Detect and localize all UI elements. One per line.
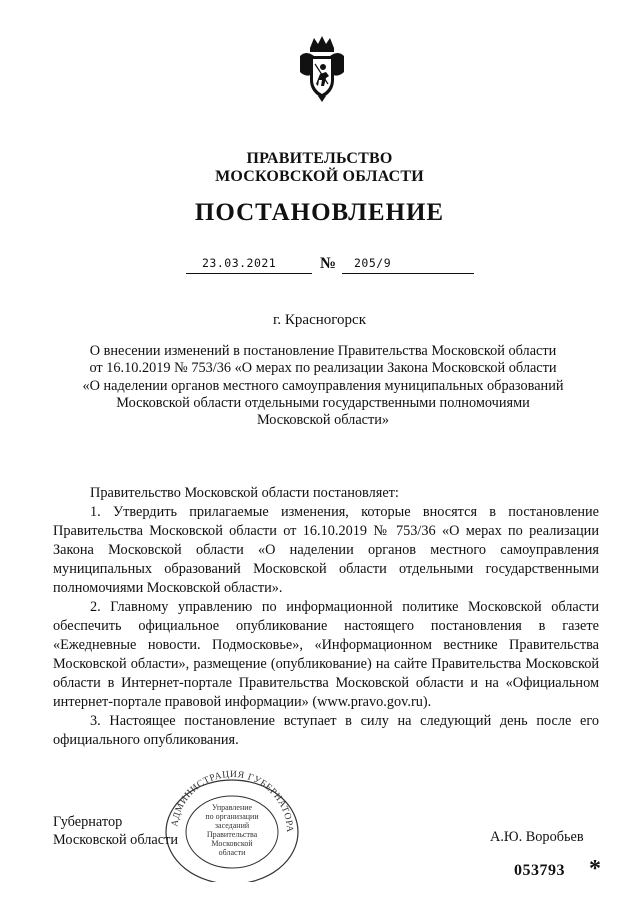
subject-line: Московской области отдельными государственными полномочиями	[116, 394, 530, 411]
place-of-issue: г. Красногорск	[272, 312, 367, 328]
stamp-ring-text: АДМИНИСТРАЦИЯ ГУБЕРНАТОРА	[170, 770, 295, 834]
date-underline	[186, 273, 312, 274]
stamp-inner-line: области	[218, 848, 246, 857]
coat-of-arms-emblem	[296, 34, 348, 102]
document-type-title: ПОСТАНОВЛЕНИЕ	[194, 199, 445, 226]
government-line2: МОСКОВСКОЙ ОБЛАСТИ	[215, 168, 424, 185]
decree-date: 23.03.2021	[202, 256, 277, 270]
body-item-3: 3. Настоящее постановление вступает в силу на следующий день после его официального опубликования.	[53, 713, 599, 748]
body-intro: Правительство Московской области постановляет:	[90, 485, 399, 501]
decree-number: 205/9	[354, 256, 392, 270]
subject-line: от 16.10.2019 № 753/36 «О мерах по реализации Закона Московской области	[89, 360, 557, 377]
subject-line: Московской области»	[256, 412, 390, 429]
body-item-1: 1. Утвердить прилагаемые изменения, которые вносятся в постановление Правительства Московской области от 16.10.2019 № 753/36 «О мерах по реализации Закона Московской области «О наделении органов местного самоуправления муниципальных образований Московской области отдельными государственными полномочиями Московской области».	[53, 504, 599, 596]
subject-line: «О наделении органов местного самоуправления муниципальных образований	[82, 377, 564, 394]
government-line1: ПРАВИТЕЛЬСТВО	[246, 150, 393, 167]
number-sign: №	[320, 255, 337, 272]
stamp-inner-line: Управление	[211, 803, 253, 812]
body-item-2: 2. Главному управлению по информационной политике Московской области обеспечить официальное опубликование настоящего постановления в газете «Ежедневные новости. Подмосковье», «Информационном вестнике Правительства Московской области», размещение (опубликование) на сайте Правительства Московской области в Интернет-портале Правительства Московской области и на «Официальном интернет-портале правовой информации» (www.pravo.gov.ru).	[53, 599, 599, 710]
signatory-position-line1: Губернатор	[53, 814, 123, 830]
registration-line	[186, 255, 474, 275]
asterisk-mark: *	[589, 856, 601, 882]
stamp-inner-line: по организации	[205, 812, 259, 821]
subject-line: О внесении изменений в постановление Правительства Московской области	[89, 343, 557, 359]
stamp-inner-line: заседаний	[214, 821, 250, 830]
document-serial-number: 053793	[514, 862, 565, 879]
signatory-name: А.Ю. Воробьев	[490, 829, 584, 845]
stamp-inner-line: Правительства	[206, 830, 258, 839]
decree-subject	[60, 343, 586, 429]
official-stamp	[157, 770, 307, 882]
decree-body	[53, 484, 599, 750]
number-underline	[342, 273, 474, 274]
stamp-inner-line: Московской	[211, 839, 253, 848]
government-name	[0, 150, 639, 186]
signatory-position	[53, 814, 178, 849]
signatory-position-line2: Московской области	[53, 831, 178, 848]
